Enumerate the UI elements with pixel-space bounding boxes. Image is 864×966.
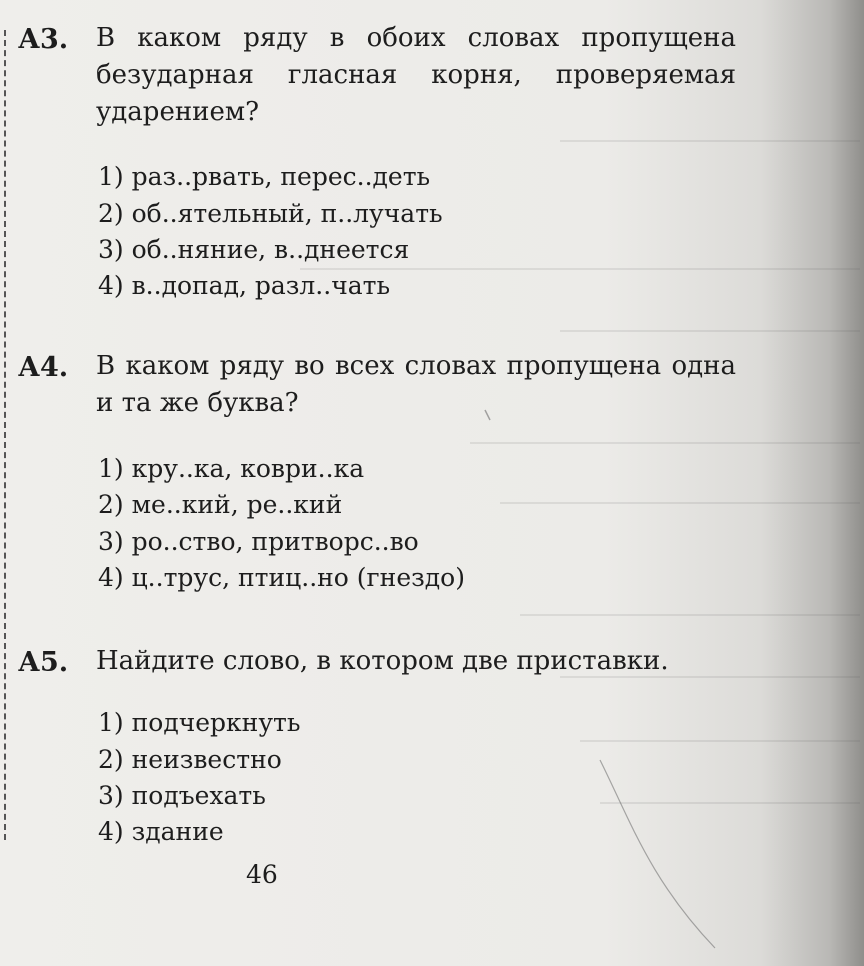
page-number: 46 — [246, 860, 278, 889]
option-a5-1: 1) подчеркнуть — [98, 708, 301, 737]
option-a5-3: 3) подъехать — [98, 781, 266, 810]
option-a5-4: 4) здание — [98, 817, 224, 846]
question-text-a5: Найдите слово, в котором две приставки. — [96, 646, 669, 676]
question-number-a3: А3. — [18, 24, 69, 55]
question-text-a3: В каком ряду в обоих словах пропущена безударная гласная корня, проверяемая ударением? — [96, 23, 736, 127]
option-a4-2: 2) ме..кий, ре..кий — [98, 490, 343, 519]
option-a4-4: 4) ц..трус, птиц..но (гнездо) — [98, 563, 465, 592]
option-a3-1: 1) раз..рвать, перес..деть — [98, 162, 431, 191]
question-text-a4: В каком ряду во всех словах пропущена одна и та же буква? — [96, 351, 736, 418]
option-a3-3: 3) об..няние, в..днеется — [98, 235, 410, 264]
option-a4-1: 1) кру..ка, коври..ка — [98, 454, 365, 483]
option-a4-3: 3) ро..ство, притворс..во — [98, 527, 419, 556]
option-a3-2: 2) об..ятельный, п..лучать — [98, 199, 443, 228]
question-number-a4: А4. — [18, 352, 69, 383]
question-number-a5: А5. — [18, 647, 69, 678]
option-a3-4: 4) в..допад, разл..чать — [98, 271, 391, 300]
option-a5-2: 2) неизвестно — [98, 745, 282, 774]
